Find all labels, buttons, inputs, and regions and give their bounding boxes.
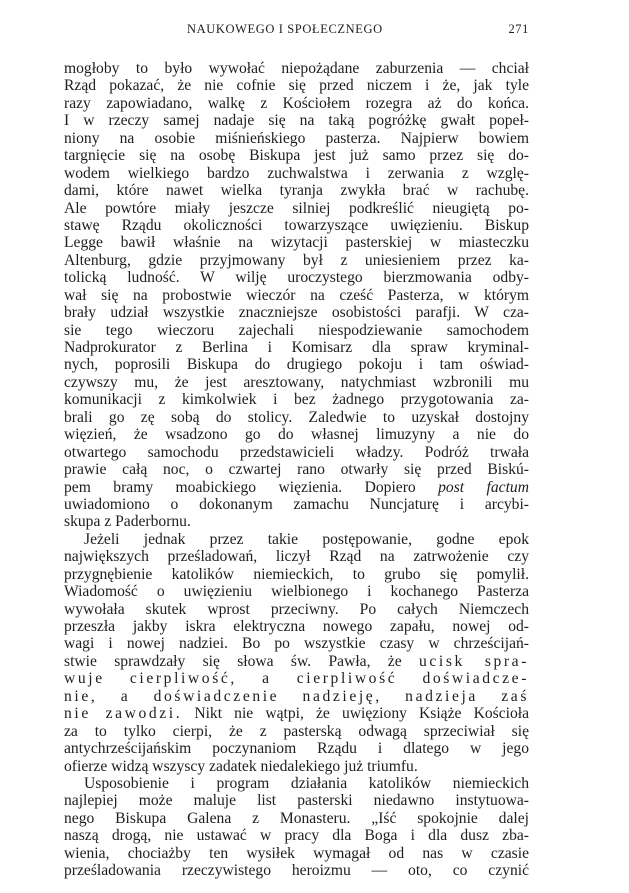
text-line [64,95,529,112]
text-line [64,635,529,652]
text-line [64,426,529,443]
text-segment: nych, poprosili Biskupa do drugiego pokoju i tam oświad- [64,356,529,374]
text-line [64,287,529,304]
text-line [64,112,529,129]
text-segment: Wiadomość o uwięzieniu wielbionego i kochanego Pasterza [64,583,529,601]
text-segment: Rząd pokazać, że nie cofnie się przed niczem i że, jak tyle [64,77,529,95]
book-page [64,18,529,880]
text-segment: Usposobienie i program działania katolików niemieckich [84,774,529,792]
text-line [64,531,529,548]
text-segment: za to tylko cierpi, że z pasterską odwagą sprzeciwiał się [64,722,529,740]
text-line [64,862,529,879]
text-segment: otwartego samochodu przedstawicieli władzy. Podróż trwała [64,443,529,461]
text-segment: Jeżeli jednak przez takie postępowanie, godne epok [84,530,529,548]
text-line [64,182,529,199]
text-line [64,653,529,670]
text-segment: stawę Rządu okoliczności towarzyszące uwięzieniu. Biskup [64,216,529,234]
italic-phrase: post factum [438,478,529,496]
text-line [64,234,529,251]
text-line [64,775,529,792]
text-segment: Nadprokurator z Berlina i Komisarz dla spraw kryminal- [64,339,529,356]
text-segment: Altenburg, gdzie przyjmowany był z uniesieniem przez ka- [64,251,529,269]
text-line [64,670,529,687]
text-line [64,601,529,618]
text-line [64,688,529,705]
text-segment: naszą drogą, nie ustawać w pracy dla Boga i dla dusz zba- [64,827,529,845]
text-segment: Ale powtóre miały jeszcze silniej podkreślić nieugiętą po- [64,199,529,217]
text-line [64,479,529,496]
text-segment: Nikt nie wątpi, że uwięziony Książe Kościoła [182,705,529,723]
text-segment: antychrześcijańskim poczynaniom Rządu i dlatego w jego [64,740,529,758]
text-segment: brały udział wszystkie znaczniejsze osobistości parafji. W cza- [64,304,529,322]
text-line [64,810,529,827]
text-line [64,513,529,530]
text-segment: dami, które nawet wielka tyranja zwykła brać w rachubę. [64,182,529,200]
spaced-emphasis: ucisk spra- [418,652,529,670]
text-segment: niony na osobie miśnieńskiego pasterza. Najpierw bowiem [64,129,529,147]
text-line [64,200,529,217]
text-line [64,391,529,408]
text-line [64,444,529,461]
text-segment: pem bramy moabickiego więzienia. Dopiero [64,478,439,496]
text-segment: wywołała skutek wprost przeciwny. Po całych Niemczech [64,600,529,618]
text-line [64,217,529,234]
text-line [64,77,529,94]
text-segment: I w rzeczy samej nadaje się na taką pogróżkę gwałt popeł- [64,112,529,130]
body-text [64,60,529,880]
text-line [64,356,529,373]
text-segment: brali go zę sobą do stolicy. Zaledwie to uzyskał dostojny [64,408,529,426]
text-segment: prawie całą noc, o czwartej rano otwarły się przed Biskú- [64,461,529,479]
text-segment: targnięcie się na osobę Biskupa jest już samo przez się do- [64,147,529,165]
text-segment: stwie sprawdzały się słowa św. Pawła, że [64,652,419,670]
text-segment: ofierze widzą wszyscy zadatek niedalekiego już triumfu. [64,757,418,775]
text-segment: nego Biskupa Galena z Monasteru. „Iść spokojnie dalej [64,809,529,827]
text-line [64,461,529,478]
text-line [64,548,529,565]
text-segment: przygnębienie katolików niemieckich, to grubo się pomylił. [64,565,529,583]
text-segment: uwiadomiono o dokonanym zamachu Nuncjaturę i arcybi- [64,495,529,513]
text-line [64,583,529,600]
text-line [64,374,529,391]
text-line [64,792,529,809]
text-line [64,147,529,164]
text-line [64,705,529,722]
text-line [64,845,529,862]
text-segment: wodem wielkiego bardzo zuchwalstwa i zerwania z wzglę- [64,164,529,182]
text-segment: przeszła jakby iskra elektryczna nowego zapału, nowej od- [64,618,529,635]
spaced-emphasis: wuje cierpliwość, a cierpliwość doświadcze- [64,670,529,688]
text-line [64,827,529,844]
text-line [64,269,529,286]
text-line [64,740,529,757]
text-segment: najlepiej może maluje list pasterski niedawno instytuowa- [64,792,529,810]
text-segment: mogłoby to było wywołać niepożądane zaburzenia — chciał [64,60,529,77]
text-line [64,566,529,583]
text-line [64,339,529,356]
text-segment: komunikacji z kimkolwiek i bez żadnego przygotowania za- [64,391,529,409]
text-line [64,60,529,77]
text-line [64,165,529,182]
text-segment: czywszy mu, że jest aresztowany, natychmiast wzbronili mu [64,373,529,391]
text-line [64,252,529,269]
text-line [64,130,529,147]
spaced-emphasis: nie zawodzi. [64,705,183,723]
text-line [64,409,529,426]
text-segment: więzień, że wsadzono go do własnej limuzyny a nie do [64,426,529,444]
text-line [64,304,529,321]
text-segment: wał się na probostwie wieczór na cześć Pasterza, w którym [64,286,529,304]
text-segment: prześladowania rzeczywistego heroizmu — oto, co czynić [64,862,529,880]
page-number: 271 [508,22,529,36]
text-segment: razy zapowiadano, walkę z Kościołem rozegra aż do końca. [64,94,529,112]
text-segment: największych prześladowań, liczył Rząd na zatrwożenie czy [64,548,529,566]
text-line [64,496,529,513]
text-segment: Legge bawił właśnie na wizytacji pasterskiej w miasteczku [64,234,529,252]
text-line [64,322,529,339]
text-segment: wienia, chociażby ten wysiłek wymagał od nas w czasie [64,844,529,862]
running-head: NAUKOWEGO I SPOŁECZNEGO [187,22,383,36]
page-header [64,18,529,42]
text-segment: tolicką ludność. W wilję uroczystego bierzmowania odby- [64,269,529,287]
text-line [64,723,529,740]
text-line [64,758,529,775]
text-segment: sie tego wieczoru zajechali niespodziewanie samochodem [64,321,529,339]
text-segment: skupa z Paderbornu. [64,513,191,531]
spaced-emphasis: nie, a doświadczenie nadzieję, nadzieja zaś [64,687,529,705]
text-segment: wagi i nowej nadziei. Bo po wszystkie czasy w chrześcijań- [64,635,529,653]
text-line [64,618,529,635]
